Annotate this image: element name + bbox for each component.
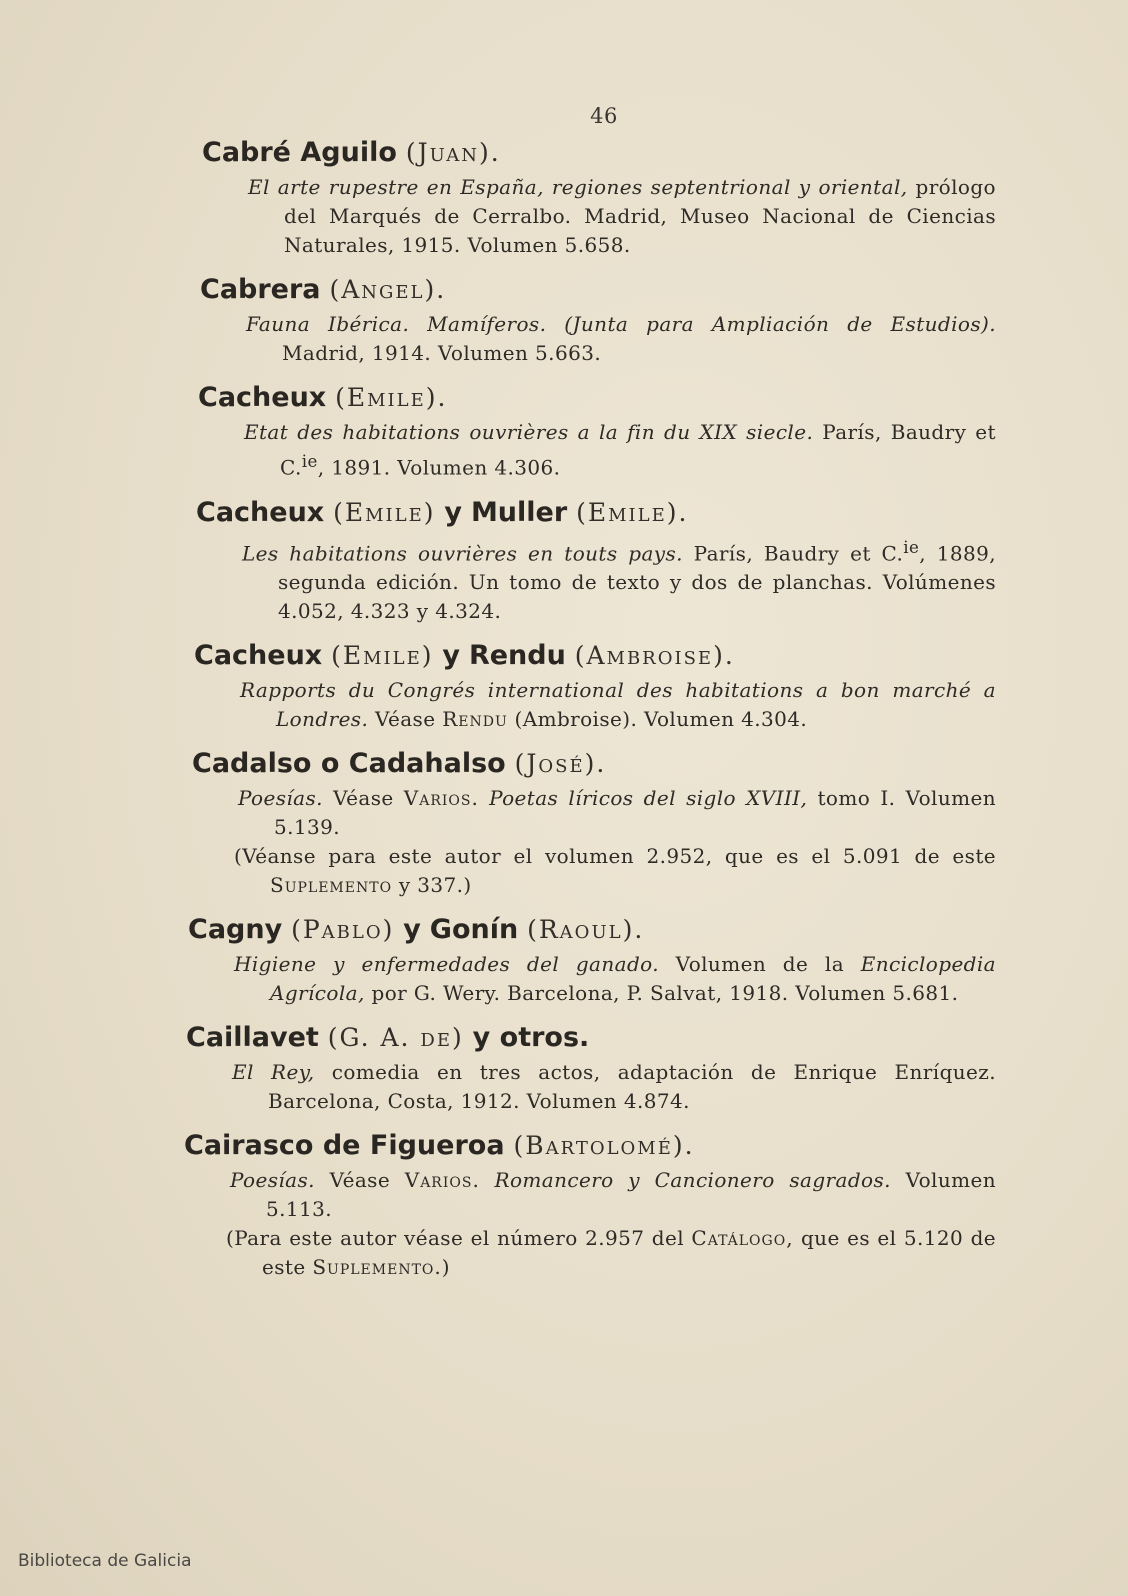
author-heading [198,377,996,418]
bibliographic-record [230,1166,996,1224]
work-title: El arte rupestre en España, regiones septentrional y oriental, [248,175,908,199]
author-surname: Cadalso o Cadahalso [192,748,506,780]
author-surname: Cagny [188,914,283,946]
work-title: Fauna Ibérica. Mamíferos. (Junta para Ampliación de Estudios). [246,312,996,336]
catalog-entry [186,1125,996,1282]
cross-reference: Suplemento [270,873,393,898]
coauthor-given-name: (Emile). [576,497,689,527]
catalog-entry [186,909,996,1008]
spacer [480,1168,495,1192]
library-watermark: Biblioteca de Galicia [18,1551,192,1571]
bibliographic-record [244,418,996,483]
work-details: , 1889, segunda edición. Un tomo de texto y dos de planchas. Volúmenes 4.052, 4.323 y 4.324. [278,541,996,624]
note-text: ) [441,1255,450,1280]
superscript: ie [301,452,318,471]
author-note [234,842,996,900]
work-details: París, Baudry et C. [280,420,996,480]
work-title: El Rey, [232,1060,315,1085]
work-title: Rapports du Congrés international des habitations a bon marché a Londres. [240,678,996,732]
catalog-entry [186,492,996,627]
cross-reference: Varios. [404,1168,480,1193]
bibliographic-record [248,173,996,260]
cross-reference: Suplemento. [312,1255,442,1280]
note-text: y 337.) [392,873,472,898]
work-details: comedia en tres actos, adaptación de Enrique Enríquez. Barcelona, Costa, 1912. Volumen 4.874. [268,1060,996,1114]
author-surname: Cairasco de Figueroa [184,1130,505,1162]
author-given-name: (Bartolomé). [513,1131,695,1161]
author-given-name: (Pablo) [291,915,395,945]
work-details: París, Baudry et C. [682,541,904,566]
author-given-name: (Emile) [333,497,436,527]
work-title: Higiene y enfermedades del ganado. [234,952,659,977]
coauthor-surname: Muller [470,496,568,528]
author-given-name: (Juan). [405,138,501,167]
bibliographic-record [242,533,996,627]
bibliographic-record [232,1058,996,1116]
work-title: Les habitations ouvrières en touts pays. [242,541,683,566]
author-heading [188,909,996,950]
collection-title: Enciclopedia Agrícola, [270,952,996,1006]
note-text: (Para este autor véase el número 2.957 del [226,1226,692,1251]
catalog-entry [186,635,996,734]
bibliographic-record [246,310,996,368]
author-surname: Cacheux [194,640,323,672]
work-details: Madrid, 1914. Volumen 5.663. [282,341,602,365]
catalog-entry [186,269,996,368]
catalog-entry [186,132,996,260]
author-heading [192,743,996,784]
author-given-name: (Angel). [329,275,447,304]
work-details: (Ambroise). Volumen 4.304. [507,707,808,732]
coauthor-given-name: (Ambroise). [574,641,735,671]
bibliographic-record [238,784,996,842]
author-heading [202,132,996,173]
author-given-name: (G. A. de) [327,1023,464,1053]
author-given-name: (José). [514,749,607,779]
catalog-entry [186,1017,996,1116]
work-details: Véase [322,786,404,811]
cross-reference: Varios. [403,786,479,811]
note-text: que es el 5.120 de este [262,1226,997,1280]
note-text: (Véanse para este autor el volumen 2.952, que es el 5.091 de este [234,844,996,869]
author-surname: Caillavet [186,1022,319,1054]
conjunction: y [442,640,461,672]
page-number: 46 [590,104,618,128]
coauthor-given-name: (Raoul). [527,915,645,945]
work-details: por G. Wery. Barcelona, P. Salvat, 1918. Volumen 5.681. [364,981,959,1006]
superscript: ie [903,537,920,557]
cross-reference: Catálogo, [691,1226,794,1251]
work-details: Volumen de la [659,952,861,977]
work-details: , 1891. Volumen 4.306. [317,455,561,480]
author-note [226,1224,996,1282]
author-surname: Cabré Aguilo [202,137,397,168]
author-heading [194,635,996,676]
coauthor-surname: Rendu [468,640,566,672]
catalog-page [186,132,996,1291]
work-details: Véase [368,707,443,732]
author-given-name: (Emile). [335,383,448,412]
collection-title: Poetas líricos del siglo XVIII, [489,786,808,811]
work-details: tomo I. Volumen 5.139. [274,786,997,840]
work-title: Etat des habitations ouvrières a la fin du XIX siecle. [244,420,814,444]
conjunction: y [403,914,421,946]
conjunction: y [444,496,463,528]
cross-reference: Rendu [442,707,508,732]
author-surname: Cabrera [200,274,321,305]
work-title: Poesías. [238,786,323,811]
author-surname: Cacheux [196,496,325,528]
author-surname: Cacheux [198,382,327,413]
catalog-entry [186,377,996,483]
author-heading [184,1125,996,1166]
work-title: Poesías. [230,1168,315,1193]
work-details: Volumen 5.113. [266,1168,996,1222]
spacer [479,786,489,810]
coauthor-surname: Gonín [429,914,519,946]
work-details: Véase [314,1168,405,1193]
author-given-name: (Emile) [331,641,434,671]
author-heading [186,1017,996,1058]
catalog-entry [186,743,996,900]
collection-title: Romancero y Cancionero sagrados. [494,1168,891,1193]
conjunction: y otros. [472,1022,590,1054]
author-heading [196,492,996,533]
bibliographic-record [234,950,996,1008]
author-heading [200,269,996,310]
bibliographic-record [240,676,996,734]
work-details: prólogo del Marqués de Cerralbo. Madrid, Museo Nacional de Ciencias Naturales, 1915. Volumen 5.658. [284,175,996,257]
